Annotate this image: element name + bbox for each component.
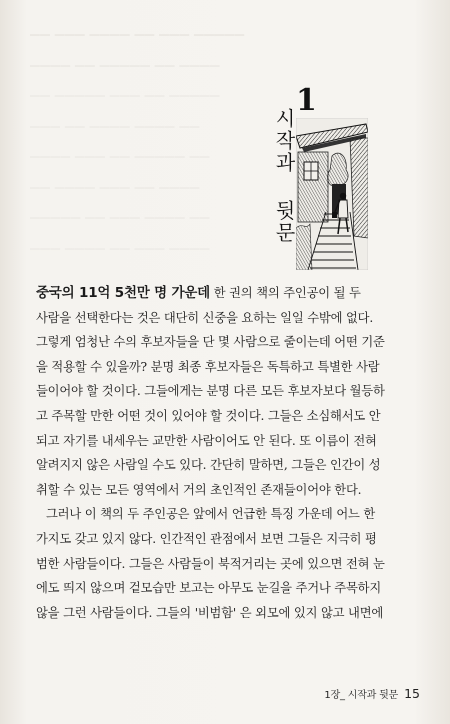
text-line-content: 그렇게 엄청난 수의 후보자들을 단 몇 사람으로 줄이는데 어떤 기준 bbox=[36, 335, 385, 350]
text-line-content: 취할 수 있는 모든 영역에서 거의 초인적인 존재들이어야 한다. bbox=[36, 482, 362, 497]
text-line bbox=[36, 404, 404, 429]
text-line-content: 않을 그런 사람들이다. 그들의 '비범함' 은 외모에 있지 않고 내면에 bbox=[36, 605, 384, 620]
text-line bbox=[36, 379, 404, 404]
show-through-text: ▁▁ ▁▁▁ ▁▁▁▁ ▁▁ ▁▁▁ ▁▁▁▁▁ ▁▁▁▁ ▁▁ ▁▁▁▁▁ ▁▁ ▁▁▁▁ ▁▁ ▁▁▁▁▁ ▁▁▁ ▁▁ ▁▁▁▁▁ ▁▁▁ ▁▁ ▁▁▁▁ ▁▁▁▁ ▁▁ ▁▁▁▁ ▁▁▁ ▁▁ ▁▁▁▁▁ ▁▁ ▁▁ ▁▁▁▁ ▁▁▁ ▁▁ ▁▁▁▁ ▁▁▁▁▁ ▁▁ ▁▁▁ ▁▁▁▁ ▁▁ ▁▁▁ ▁▁▁▁ ▁▁ ▁▁▁ ▁▁▁▁ bbox=[30, 21, 245, 250]
text-line bbox=[36, 478, 404, 503]
text-line-content: 고 주목할 만한 어떤 것이 있어야 할 것이다. 그들은 소심해서도 안 bbox=[36, 408, 381, 423]
text-line-content: 에도 띄지 않으며 겉모습만 보고는 아무도 눈길을 주거나 주목하지 bbox=[36, 581, 381, 596]
text-line bbox=[36, 576, 404, 601]
text-line bbox=[36, 355, 404, 380]
text-line-content: 사람을 선택한다는 것은 대단히 신중을 요하는 일일 수밖에 없다. bbox=[36, 310, 374, 325]
text-line bbox=[36, 527, 404, 552]
chapter-illustration bbox=[296, 118, 368, 270]
text-line-content: 가지도 갖고 있지 않다. 인간적인 관점에서 보면 그들은 지극히 평 bbox=[36, 531, 377, 546]
text-line bbox=[36, 281, 404, 306]
lead-phrase: 중국의 11억 5천만 명 가운데 bbox=[36, 285, 210, 301]
text-line-content: 한 권의 책의 주인공이 될 두 bbox=[210, 286, 361, 300]
text-line-content: 을 적용할 수 있을까? 분명 최종 후보자들은 독특하고 특별한 사람 bbox=[36, 359, 380, 374]
page-footer bbox=[324, 683, 420, 702]
chapter-number: 1 bbox=[296, 83, 317, 118]
text-line-content: 되고 자기를 내세우는 교만한 사람이어도 안 된다. 또 이름이 전혀 bbox=[36, 433, 377, 448]
text-line bbox=[36, 552, 404, 577]
page-number: 15 bbox=[404, 686, 420, 701]
text-line bbox=[36, 306, 404, 331]
text-line bbox=[36, 453, 404, 478]
text-line bbox=[36, 429, 404, 454]
running-footer-label: 1장_ 시작과 뒷문 bbox=[324, 690, 399, 701]
text-line-content: 그러나 이 책의 두 주인공은 앞에서 언급한 특징 가운데 어느 한 bbox=[46, 507, 376, 522]
text-line-content: 범한 사람들이다. 그들은 사람들이 북적거리는 곳에 있으면 전혀 눈 bbox=[36, 556, 385, 571]
text-line bbox=[36, 502, 404, 527]
text-line bbox=[36, 601, 404, 626]
text-line bbox=[36, 330, 404, 355]
text-line-content: 알려지지 않은 사람일 수도 있다. 간단히 말하면, 그들은 인간이 성 bbox=[36, 458, 381, 473]
body-text bbox=[36, 281, 404, 625]
text-line-content: 들이어야 할 것이다. 그들에게는 분명 다른 모든 후보자보다 월등하 bbox=[36, 384, 385, 399]
chapter-title: 시작과 뒷문 bbox=[272, 108, 296, 244]
